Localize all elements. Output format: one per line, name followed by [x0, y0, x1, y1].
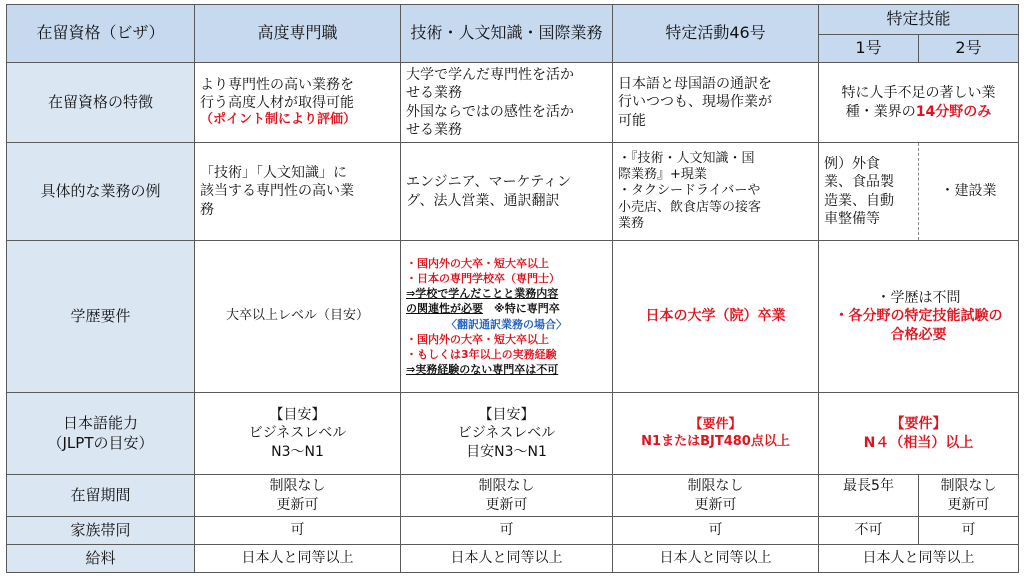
family-highly-skilled: 可 — [195, 517, 401, 545]
text-line: ・国内外の大卒・短大卒以上 — [406, 256, 549, 270]
education-specified-skilled — [819, 241, 1019, 393]
visa-comparison-table-container — [6, 4, 1018, 578]
examples-designated-46 — [613, 143, 819, 241]
salary-specified-skilled: 日本人と同等以上 — [819, 545, 1019, 573]
text-line: N４（相当）以上 — [863, 434, 974, 451]
text-line: 大学で学んだ専門性を活か — [406, 67, 574, 84]
period-highly-skilled — [195, 475, 401, 517]
text-line: 【目安】 — [478, 407, 535, 424]
row-label-japanese — [7, 393, 195, 475]
examples-ssw-1 — [819, 143, 919, 241]
row-label-features: 在留資格の特徴 — [7, 63, 195, 143]
row-label-examples: 具体的な業務の例 — [7, 143, 195, 241]
family-ssw-1: 不可 — [819, 517, 919, 545]
text-line: ・日本の専門学校卒（専門士） — [406, 271, 560, 285]
text-line: 業務 — [618, 215, 645, 231]
education-designated-46: 日本の大学（院）卒業 — [613, 241, 819, 393]
text-line: 日本語と母国語の通訳を — [618, 76, 772, 93]
text-line: より専門性の高い業務を — [200, 76, 354, 93]
visa-comparison-table — [6, 4, 1019, 573]
japanese-designated-46 — [613, 393, 819, 475]
text-line: N1またはBJT480点以上 — [641, 433, 790, 449]
text-line: 可能 — [618, 112, 646, 129]
text-line: エンジニア、マーケティン — [406, 174, 572, 191]
text-line: ・『技術・人文知識・国 — [618, 150, 755, 166]
text-line: ビジネスレベル — [248, 425, 347, 442]
family-ssw-2: 可 — [919, 517, 1019, 545]
text-line: ・タクシードライバーや — [618, 183, 761, 199]
text-line: 外国ならではの感性を活か — [406, 103, 574, 120]
text-line: ・各分野の特定技能試験の — [834, 308, 1003, 325]
row-salary — [7, 545, 1019, 573]
text-line: ・国内外の大卒・短大卒以上 — [406, 332, 549, 346]
text-line: 更新可 — [947, 496, 990, 513]
text-line: ⇒学校で学んだことと業務内容 — [406, 287, 559, 301]
translation-case-note: 〈翻訳通訳業務の場合〉 — [446, 317, 567, 331]
features-highly-skilled — [195, 63, 401, 143]
text-line: 日本語能力 — [62, 414, 138, 432]
row-japanese — [7, 393, 1019, 475]
japanese-specified-skilled — [819, 393, 1019, 475]
text-line: 車整備等 — [824, 210, 880, 227]
text-line: 制限なし — [687, 478, 744, 495]
header-specified-skilled: 特定技能 — [819, 5, 1019, 35]
header-row — [7, 5, 1019, 35]
text-line: 制限なし — [940, 478, 997, 495]
text-line: 【目安】 — [269, 407, 326, 424]
row-label-family: 家族帯同 — [7, 517, 195, 545]
salary-designated-46: 日本人と同等以上 — [613, 545, 819, 573]
examples-engineer-humanities — [401, 143, 613, 241]
text-line: せる業務 — [406, 85, 462, 102]
period-ssw-2 — [919, 475, 1019, 517]
header-designated-46: 特定活動46号 — [613, 5, 819, 63]
text-line: 更新可 — [694, 496, 737, 513]
header-engineer-humanities: 技術・人文知識・国際業務 — [401, 5, 613, 63]
text-line: 更新可 — [276, 496, 319, 513]
text-line: N3～N1 — [271, 443, 324, 460]
text-line: グ、法人営業、通訳翻訳 — [406, 192, 560, 209]
row-examples — [7, 143, 1019, 241]
row-period — [7, 475, 1019, 517]
period-ssw-1: 最長5年 — [819, 475, 919, 517]
text-line: せる業務 — [406, 121, 462, 138]
text-line — [406, 301, 607, 316]
row-education — [7, 241, 1019, 393]
text-line: 造業、自動 — [824, 192, 894, 209]
text-line: 【要件】 — [890, 416, 947, 433]
examples-highly-skilled — [195, 143, 401, 241]
header-highly-skilled: 高度専門職 — [195, 5, 401, 63]
text-line — [824, 103, 1013, 121]
text-line: 特に人手不足の著しい業 — [841, 85, 996, 102]
text-line: 制限なし — [478, 478, 535, 495]
salary-highly-skilled: 日本人と同等以上 — [195, 545, 401, 573]
row-label-salary: 給料 — [7, 545, 195, 573]
text-line: 業、食品製 — [824, 174, 894, 191]
row-label-period: 在留期間 — [7, 475, 195, 517]
period-designated-46 — [613, 475, 819, 517]
text-segment: 種・業界の — [845, 103, 916, 120]
japanese-engineer-humanities — [401, 393, 613, 475]
family-designated-46: 可 — [613, 517, 819, 545]
row-family — [7, 517, 1019, 545]
text-line: （JLPTの目安） — [47, 433, 154, 452]
features-specified-skilled — [819, 63, 1019, 143]
text-line: 更新可 — [485, 496, 528, 513]
header-visa-type: 在留資格（ビザ） — [7, 5, 195, 63]
header-ssw-2: 2号 — [919, 35, 1019, 63]
row-label-education: 学歴要件 — [7, 241, 195, 393]
japanese-highly-skilled — [195, 393, 401, 475]
family-engineer-humanities: 可 — [401, 517, 613, 545]
header-ssw-1: 1号 — [819, 35, 919, 63]
text-segment: ※特に専門卒 — [483, 302, 560, 316]
text-line: ・学歴は不問 — [876, 290, 961, 307]
fourteen-fields-highlight: 14分野のみ — [915, 103, 992, 120]
text-line: 際業務』+現業 — [618, 167, 707, 183]
text-line: ⇒実務経験のない専門卒は不可 — [406, 363, 559, 377]
text-line: ビジネスレベル — [457, 425, 556, 442]
salary-engineer-humanities: 日本人と同等以上 — [401, 545, 613, 573]
examples-ssw-2: ・建設業 — [919, 143, 1019, 241]
text-line: 小売店、飲食店等の接客 — [618, 199, 762, 215]
point-system-note: （ポイント制により評価） — [200, 112, 357, 128]
text-line: 行う高度人材が取得可能 — [200, 95, 354, 112]
text-segment: の関連性が必要 — [406, 302, 483, 316]
text-line: 制限なし — [269, 478, 326, 495]
education-engineer-humanities — [401, 241, 613, 393]
text-line: 目安N3～N1 — [466, 443, 547, 460]
text-line: ・もしくは3年以上の実務経験 — [406, 347, 557, 361]
period-engineer-humanities — [401, 475, 613, 517]
text-line: 該当する専門性の高い業 — [200, 183, 354, 200]
text-line: 例）外食 — [824, 156, 880, 173]
text-line: 「技術」「人文知識」に — [200, 165, 347, 182]
education-highly-skilled: 大卒以上レベル（目安） — [195, 241, 401, 393]
text-line: 【要件】 — [689, 416, 742, 432]
text-line: 合格必要 — [890, 326, 947, 343]
features-designated-46 — [613, 63, 819, 143]
text-line: 行いつつも、現場作業が — [618, 94, 772, 111]
text-line: 務 — [200, 201, 214, 218]
row-features — [7, 63, 1019, 143]
features-engineer-humanities — [401, 63, 613, 143]
